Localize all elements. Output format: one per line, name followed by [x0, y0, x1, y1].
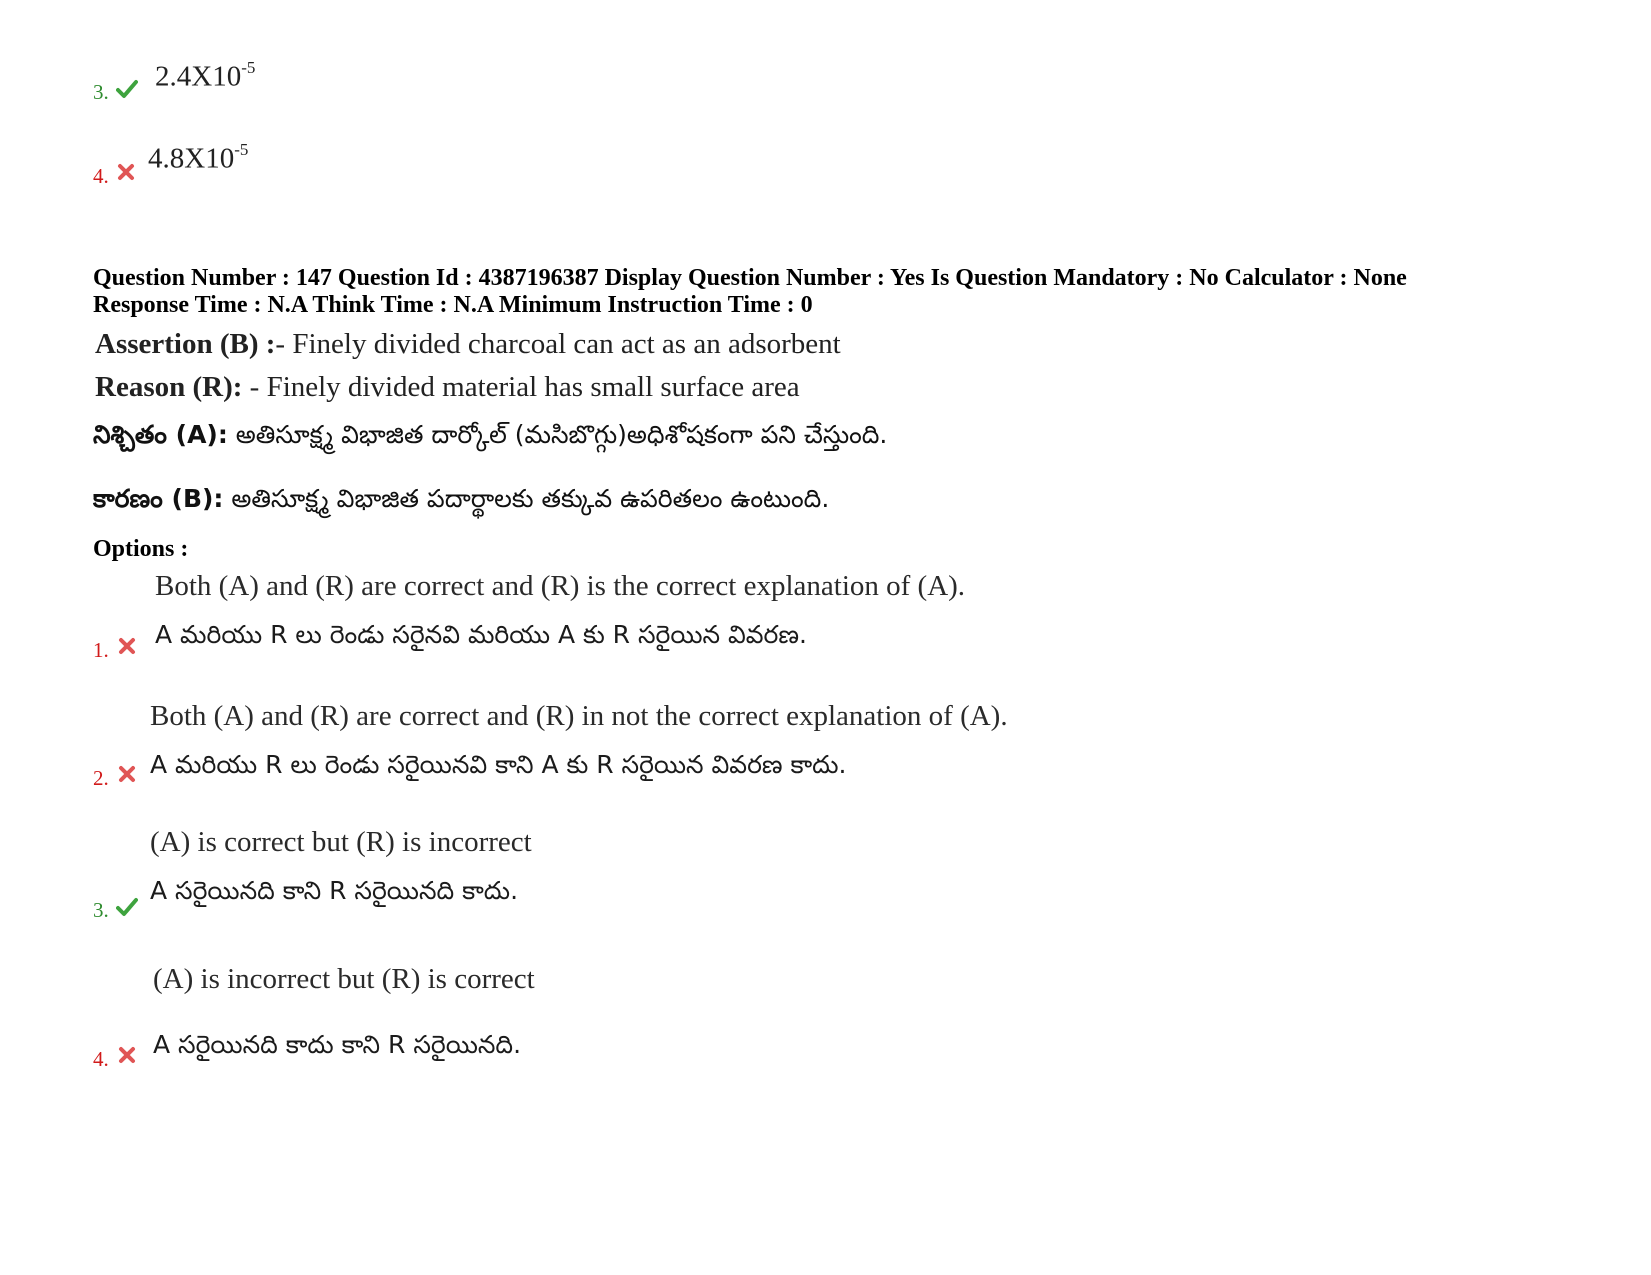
- option-2-english: Both (A) and (R) are correct and (R) in not the correct explanation of (A).: [150, 700, 1008, 732]
- option-3-number: 3.: [93, 898, 109, 922]
- prev-option-value: $4.8X10^{-5}$: [148, 140, 249, 175]
- option-4-telugu: A సరైయినది కాదు కాని R సరైయినది.: [153, 1030, 522, 1059]
- reason-text: - Finely divided material has small surface area: [242, 371, 800, 403]
- te-assertion-text: అతిసూక్ష్మ విభాజిత దార్కోల్ (మసిబొగ్గు)అధిశోషకంగా పని చేస్తుంది.: [227, 420, 888, 449]
- question-meta-line-2: Response Time : N.A Think Time : N.A Minimum Instruction Time : 0: [93, 292, 813, 318]
- reason-label: Reason (R):: [95, 371, 243, 403]
- cross-icon: [118, 1046, 136, 1064]
- assertion-text: - Finely divided charcoal can act as an adsorbent: [275, 328, 841, 360]
- check-icon: [116, 896, 138, 918]
- option-4-number: 4.: [93, 1047, 109, 1071]
- te-assertion-line: [93, 420, 887, 456]
- assertion-line: [95, 328, 841, 361]
- option-1-english: Both (A) and (R) are correct and (R) is the correct explanation of (A).: [155, 570, 966, 602]
- option-3-english: (A) is correct but (R) is incorrect: [150, 826, 532, 858]
- prev-option-value: $2.4X10^{-5}$: [155, 58, 256, 93]
- reason-line: [95, 371, 800, 404]
- option-2-telugu: A మరియు R లు రెండు సరైయినవి కాని A కు R సరైయిన వివరణ కాదు.: [150, 750, 847, 779]
- te-assertion-label: నిశ్చితం (A):: [93, 420, 228, 449]
- cross-icon: [118, 637, 136, 655]
- te-reason-line: [93, 484, 829, 520]
- te-reason-text: అతిసూక్ష్మ విభాజిత పదార్థాలకు తక్కువ ఉపరితలం ఉంటుంది.: [223, 484, 830, 513]
- option-4-english: (A) is incorrect but (R) is correct: [153, 963, 535, 995]
- option-1-telugu: A మరియు R లు రెండు సరైనవి మరియు A కు R సరైయిన వివరణ.: [155, 620, 807, 649]
- option-1-number: 1.: [93, 638, 109, 662]
- option-2-number: 2.: [93, 766, 109, 790]
- te-reason-label: కారణం (B):: [93, 484, 224, 513]
- assertion-label: Assertion (B) :: [95, 328, 276, 360]
- cross-icon: [118, 765, 136, 783]
- cross-icon: [117, 163, 135, 181]
- check-icon: [116, 78, 138, 100]
- question-meta-line-1: Question Number : 147 Question Id : 4387196387 Display Question Number : Yes Is Question Mandatory : No Calculator : None: [93, 265, 1407, 291]
- option-3-telugu: A సరైయినది కాని R సరైయినది కాదు.: [150, 876, 519, 905]
- prev-option-number: 3.: [93, 80, 109, 104]
- options-label: Options :: [93, 536, 189, 562]
- prev-option-number: 4.: [93, 164, 109, 188]
